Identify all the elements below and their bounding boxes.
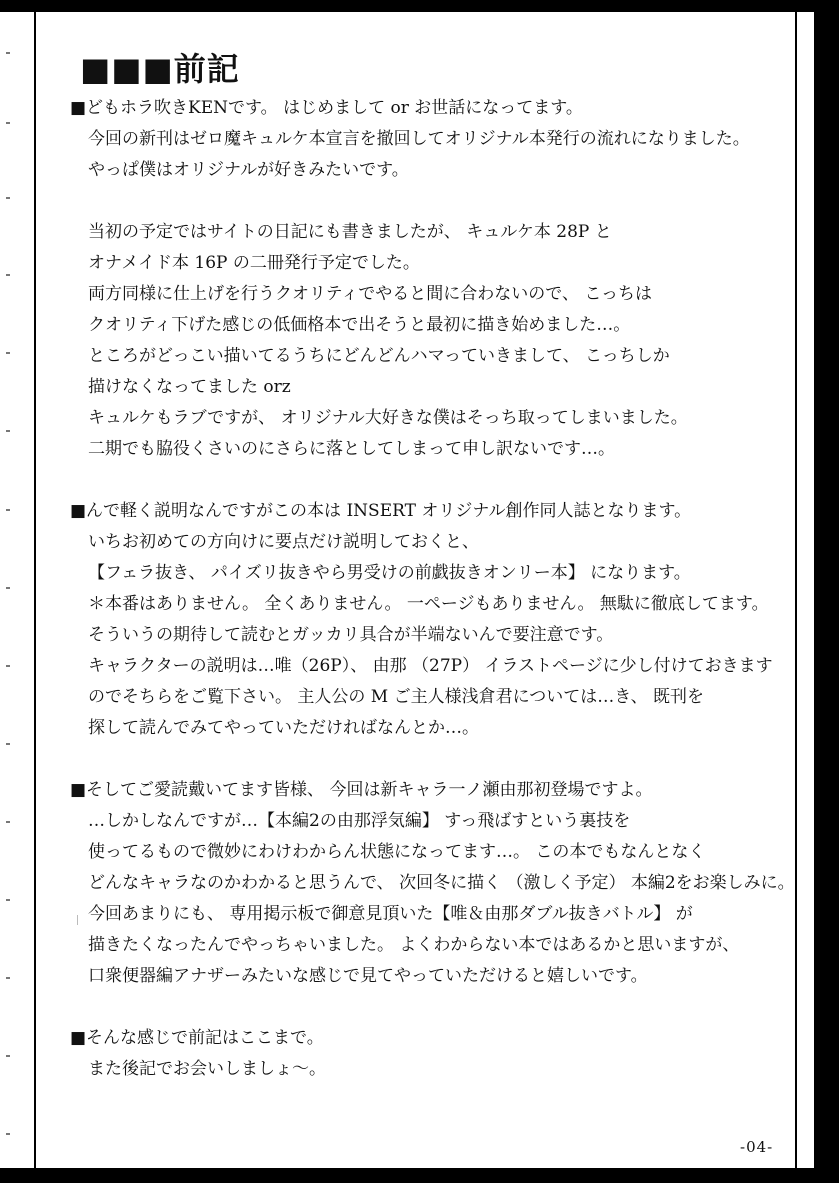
paragraph-new-character xyxy=(70,775,795,992)
paragraph-plan xyxy=(70,217,790,465)
text-line: そういうの期待して読むとガッカリ具合が半端ないんで要注意です。 xyxy=(88,625,614,645)
text-line: 今回の新刊はゼロ魔キュルケ本宣言を撤回してオリジナル本発行の流れになりました。 xyxy=(88,129,750,149)
text-line: また後記でお会いしましょ～。 xyxy=(88,1059,326,1079)
text-line: やっぱ僕はオリジナルが好きみたいです。 xyxy=(88,160,409,180)
paragraph-explanation xyxy=(70,496,790,744)
text-line: 両方同様に仕上げを行うクオリティでやると間に合わないので、 こっちは xyxy=(88,284,653,304)
text-line: ところがどっこい描いてるうちにどんどんハマっていきまして、 こっちしか xyxy=(88,346,670,366)
binding-marks xyxy=(0,12,34,1168)
text-line: どんなキャラなのかわかると思うんで、 次回冬に描く （激しく予定） 本編2をお楽しみに。 xyxy=(88,873,795,893)
text-line: …しかしなんですが…【本編2の由那浮気編】 すっ飛ばすという裏技を xyxy=(88,811,631,831)
text-line: いちお初めての方向けに要点だけ説明しておくと、 xyxy=(88,532,479,552)
page-number: -04- xyxy=(740,1138,774,1156)
paragraph-closing xyxy=(70,1023,790,1085)
text-line: 使ってるもので微妙にわけわからん状態になってます…。 この本でもなんとなく xyxy=(88,842,706,862)
text-line: 【フェラ抜き、 パイズリ抜きやら男受けの前戯抜きオンリー本】 になります。 xyxy=(88,563,691,583)
print-speck xyxy=(77,915,78,925)
text-line: 描きたくなったんでやっちゃいました。 よくわからない本ではあるかと思いますが、 xyxy=(88,935,740,955)
text-line: ＊本番はありません。 全くありません。 一ページもありません。 無駄に徹底してます。 xyxy=(88,594,769,614)
right-margin-rule xyxy=(795,12,797,1168)
text-line: 二期でも脇役くさいのにさらに落としてしまって申し訳ないです…。 xyxy=(88,439,615,459)
paragraph-intro xyxy=(70,93,790,186)
text-line: ■どもホラ吹きKENです。 はじめまして or お世話になってます。 xyxy=(70,98,583,118)
text-line: のでそちらをご覧下さい。 主人公の M ご主人様浅倉君については…き、 既刊を xyxy=(88,687,705,707)
text-line: 口衆便器編アナザーみたいな感じで見てやっていただけると嬉しいです。 xyxy=(88,966,648,986)
page-title: ■■■前記 xyxy=(80,50,240,88)
text-line: クオリティ下げた感じの低価格本で出そうと最初に描き始めました…。 xyxy=(88,315,631,335)
text-line: 探して読んでみてやっていただければなんとか…。 xyxy=(88,718,479,738)
top-border xyxy=(0,0,839,12)
text-line: キュルケもラブですが、 オリジナル大好きな僕はそっち取ってしまいました。 xyxy=(88,408,688,428)
right-black-band xyxy=(814,12,839,1168)
preface-body xyxy=(70,93,795,1085)
text-line: 当初の予定ではサイトの日記にも書きましたが、 キュルケ本 28P と xyxy=(88,222,612,242)
text-line: 描けなくなってました orz xyxy=(88,377,291,397)
text-line: ■そんな感じで前記はここまで。 xyxy=(70,1028,324,1048)
text-line: オナメイド本 16P の二冊発行予定でした。 xyxy=(88,253,420,273)
text-line: ■んで軽く説明なんですがこの本は INSERT オリジナル創作同人誌となります。 xyxy=(70,501,692,521)
bottom-border xyxy=(0,1168,839,1183)
left-margin-rule xyxy=(34,12,36,1168)
text-line: 今回あまりにも、 専用掲示板で御意見頂いた【唯＆由那ダブル抜きバトル】 が xyxy=(88,904,693,924)
text-line: ■そしてご愛読戴いてます皆様、 今回は新キャラ一ノ瀬由那初登場ですよ。 xyxy=(70,780,653,800)
text-line: キャラクターの説明は…唯（26P）、 由那 （27P） イラストページに少し付けておきます xyxy=(88,656,773,676)
